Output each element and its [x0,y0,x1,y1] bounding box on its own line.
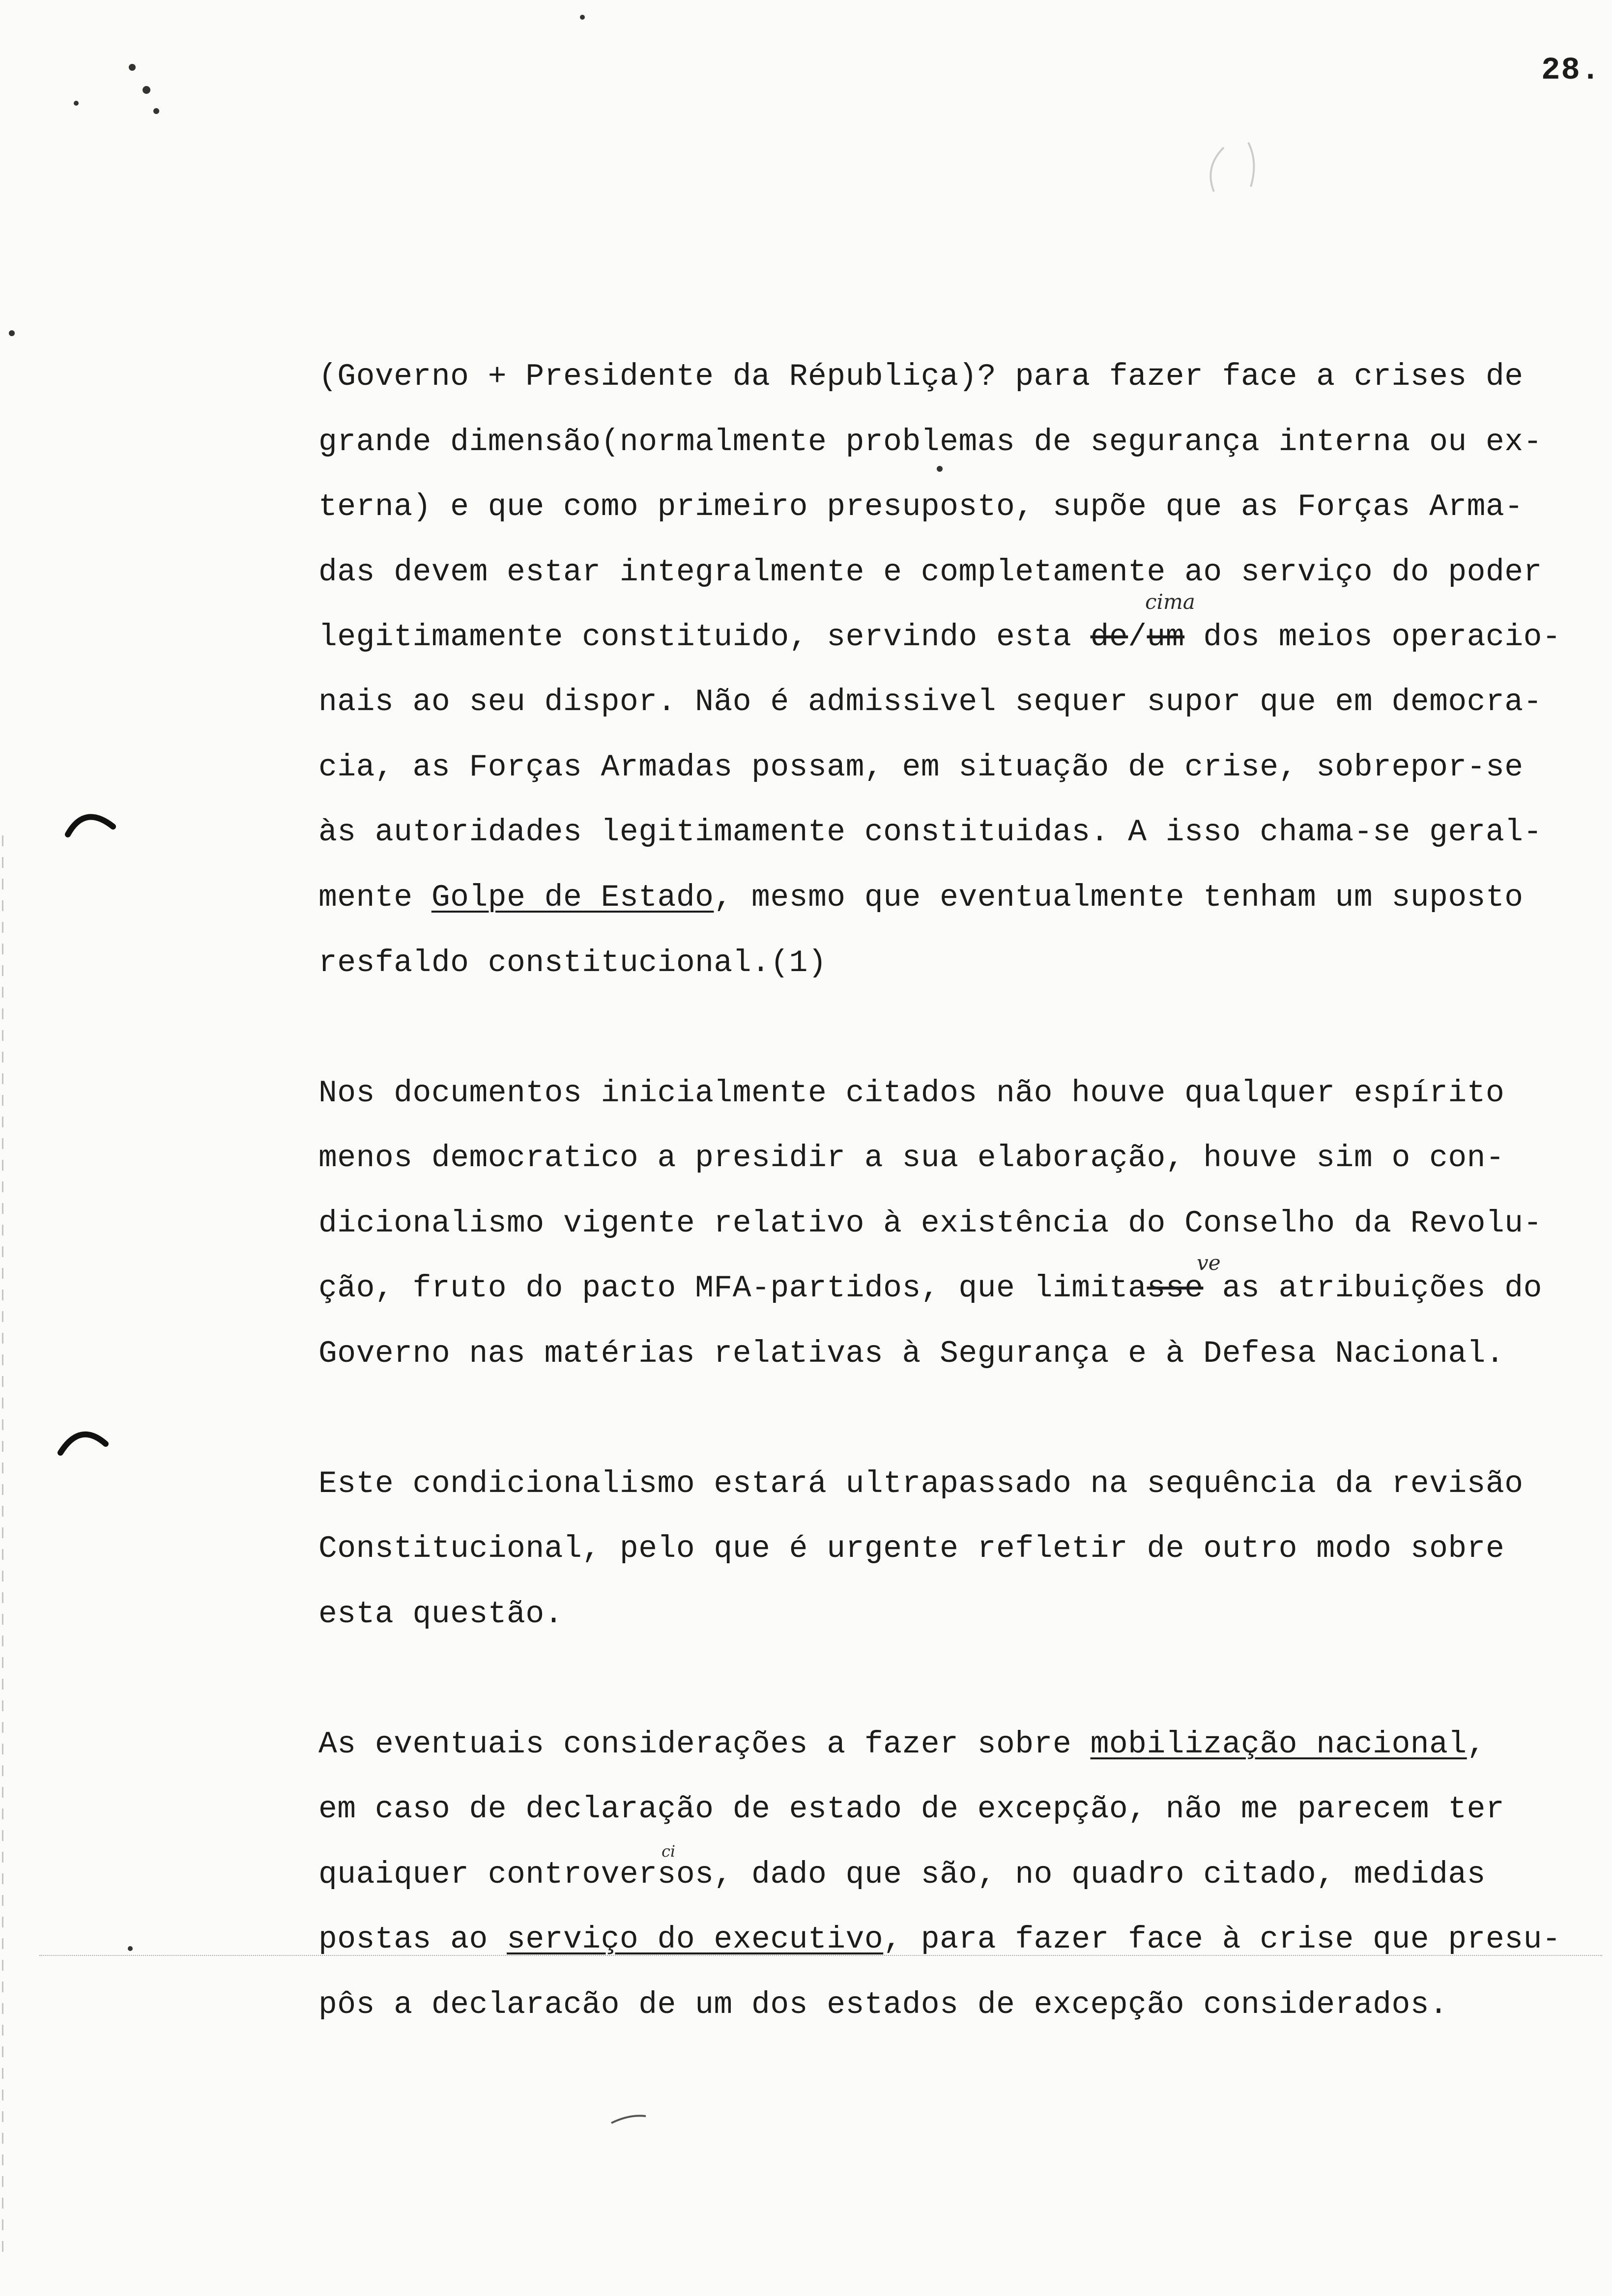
p1-line-4: das devem estar integralmente e completamente ao serviço do poder [318,555,1542,590]
p2-line-1: Nos documentos inicialmente citados não houve qualquer espírito [318,1076,1505,1111]
pencil-stroke-mark [609,2112,649,2127]
p1-line-5: legitimamente constituido, servindo esta de/um dos meios operacio- [318,620,1561,655]
p1-line-5-pre: legitimamente constituido, servindo esta [318,620,1091,655]
faint-scan-mark [1194,133,1268,211]
scan-speck [580,15,585,20]
scan-speck [74,101,79,106]
p4-line-1-pre: As eventuais considerações a fazer sobre [318,1727,1091,1762]
underlined-servico-do-executivo: serviço do executivo [507,1922,884,1957]
p1-line-10: resfaldo constitucional.(1) [318,946,827,980]
struck-word-um: um [1147,620,1185,655]
scan-speck [128,1946,133,1951]
left-margin-scan-line [2,835,3,2261]
p4-line-2: em caso de declaração de estado de excepção, não me parecem ter [318,1792,1505,1827]
p1-line-7: cia, as Forças Armadas possam, em situação de crise, sobrepor-se [318,750,1524,785]
p4-line-1-post: , [1467,1727,1486,1762]
handwritten-insert-ci: ci [662,1842,676,1861]
p4-line-4-post: , para fazer face à crise que presu- [883,1922,1561,1957]
p2-line-3: dicionalismo vigente relativo à existência do Conselho da Revolu- [318,1206,1542,1241]
p2-line-4-pre: ção, fruto do pacto MFA-partidos, que limita [318,1271,1147,1306]
p1-line-9-pre: mente [318,880,432,915]
p2-line-4-post: as atribuições do [1203,1271,1542,1306]
scan-speck [153,108,159,114]
p1-line-9 [318,882,1524,913]
faint-dotted-rule [39,1955,1602,1956]
p2-line-4 [318,1273,1542,1304]
p1-line-8: às autoridades legitimamente constituidas. A isso chama-se geral- [318,815,1542,850]
p1-line-2: grande dimensão(normalmente problemas de segurança interna ou ex- [318,425,1542,459]
underlined-golpe-de-estado: Golpe de Estado [431,880,714,915]
scan-speck [9,330,15,336]
p4-line-4-pre: postas ao [318,1922,507,1957]
p2-line-5: Governo nas matérias relativas à Segurança e à Defesa Nacional. [318,1336,1505,1371]
page-number: 28. [1541,53,1601,88]
p1-line-3: terna) e que como primeiro presuposto, supõe que as Forças Arma- [318,489,1524,524]
struck-suffix-sse: sse [1147,1271,1204,1306]
underlined-mobilizacao-nacional: mobilização nacional [1090,1727,1467,1762]
handwritten-insert-ve: ve [1197,1251,1221,1275]
p1-line-5-post: dos meios operacio- [1184,620,1561,655]
struck-word-de: de [1090,620,1128,655]
p3-line-3: esta questão. [318,1597,563,1632]
p4-line-5: pôs a declaracão de um dos estados de excepção considerados. [318,1987,1448,2022]
p4-line-3: quaiquer controversos, dado que são, no quadro citado, medidas [318,1857,1486,1892]
p1-line-1: (Governo + Presidente da Républiça)? para fazer face a crises de [318,359,1524,394]
margin-arc-mark-lower [57,1419,111,1459]
handwritten-insert-cima: cima [1145,590,1195,614]
scan-speck [937,466,943,472]
p3-line-1: Este condicionalismo estará ultrapassado na sequência da revisão [318,1466,1524,1501]
p1-line-9-post: , mesmo que eventualmente tenham um suposto [714,880,1524,915]
p1-line-6: nais ao seu dispor. Não é admissivel sequer supor que em democra- [318,685,1542,719]
p4-line-4 [318,1924,1561,1955]
margin-arc-mark-upper [64,801,118,840]
scan-speck [143,86,150,94]
p4-line-1 [318,1729,1486,1760]
p2-line-2: menos democratico a presidir a sua elaboração, houve sim o con- [318,1141,1505,1176]
scan-speck [129,64,136,71]
p3-line-2: Constitucional, pelo que é urgente refletir de outro modo sobre [318,1531,1505,1566]
